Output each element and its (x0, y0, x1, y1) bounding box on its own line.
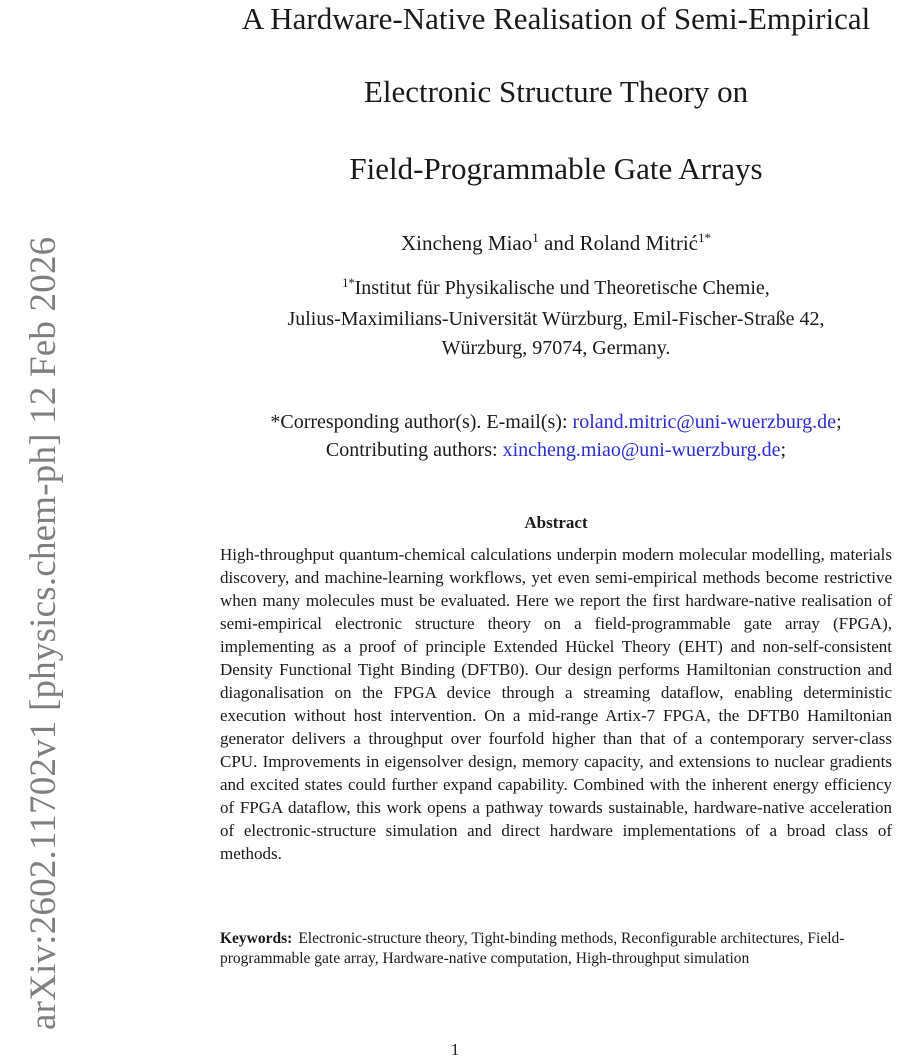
corresponding-suffix: ; (836, 411, 842, 433)
affiliation-line-3: Würzburg, 97074, Germany. (441, 337, 671, 359)
author-1-name: Xincheng Miao (401, 231, 533, 255)
abstract-text: High-throughput quantum-chemical calculations underpin modern molecular modelling, materials discovery, and machine-learning workflows, yet even semi-empirical methods become restrictive when many molecules must be evaluated. Here we report the first hardware-native realisation of semi-empirical electronic structure theory on a field-programmable gate array (FPGA), implementing as a proof of principle Extended Hückel Theory (EHT) and non-self-consistent Density Functional Tight Binding (DFTB0). Our design performs Hamiltonian construction and diagonalisation on the FPGA device through a streaming dataflow, enabling deterministic execution without host intervention. On a mid-range Artix-7 FPGA, the DFTB0 Hamiltonian generator delivers a throughput over fourfold higher than that of a contemporary server-class CPU. Improvements in eigensolver design, memory capacity, and extensions to nuclear gradients and excited states could further expand capability. Combined with the inherent energy efficiency of FPGA dataflow, this work opens a pathway towards sustainable, hardware-native acceleration of electronic-structure simulation and direct hardware implementations of a broad class of methods. (220, 545, 892, 863)
paper-title (200, 0, 910, 38)
affiliation-mark: 1* (342, 275, 355, 290)
author-1-affiliation-mark: 1 (532, 230, 539, 246)
contributing-authors-line (200, 436, 910, 464)
corresponding-author-line (200, 408, 910, 436)
keywords-text: Electronic-structure theory, Tight-binding methods, Reconfigurable architectures, Field-programmable gate array, Hardware-native computation, High-throughput simulation (220, 930, 845, 967)
keywords-label: Keywords: (220, 930, 293, 947)
page-number: 1 (450, 1040, 460, 1059)
arxiv-side-stamp: arXiv:2602.11702v1 [physics.chem-ph] 12 Feb 2026 (23, 236, 64, 1030)
contact-block (200, 408, 910, 464)
affiliation-block (200, 274, 910, 363)
contributing-suffix: ; (780, 439, 787, 461)
affiliation-line-1 (200, 274, 910, 305)
author-conjunction: and (538, 231, 580, 255)
abstract-heading: Abstract (524, 513, 588, 532)
keywords-block (220, 929, 880, 969)
title-line-2: Electronic Structure Theory on (363, 74, 749, 109)
corresponding-label: *Corresponding author(s). E-mail(s): (270, 411, 573, 433)
affiliation-line-2: Julius-Maximilians-Universität Würzburg, Emil-Fischer-Straße 42, (287, 308, 825, 330)
author-2-name: Roland Mitrić (579, 231, 698, 255)
corresponding-email-link[interactable]: roland.mitric@uni-wuerzburg.de (572, 411, 837, 433)
author-2-affiliation-mark: 1* (697, 230, 711, 246)
title-line-1: A Hardware-Native Realisation of Semi-Empirical (241, 1, 871, 36)
title-line-3-wrap (200, 150, 910, 188)
contributing-label: Contributing authors: (325, 439, 503, 461)
author-list (200, 231, 910, 256)
contributing-email-link[interactable]: xincheng.miao@uni-wuerzburg.de (502, 439, 781, 461)
title-line-2-wrap (200, 73, 910, 111)
affiliation-line-1-text: Institut für Physikalische und Theoretische Chemie, (354, 277, 770, 299)
title-line-3: Field-Programmable Gate Arrays (349, 151, 763, 186)
